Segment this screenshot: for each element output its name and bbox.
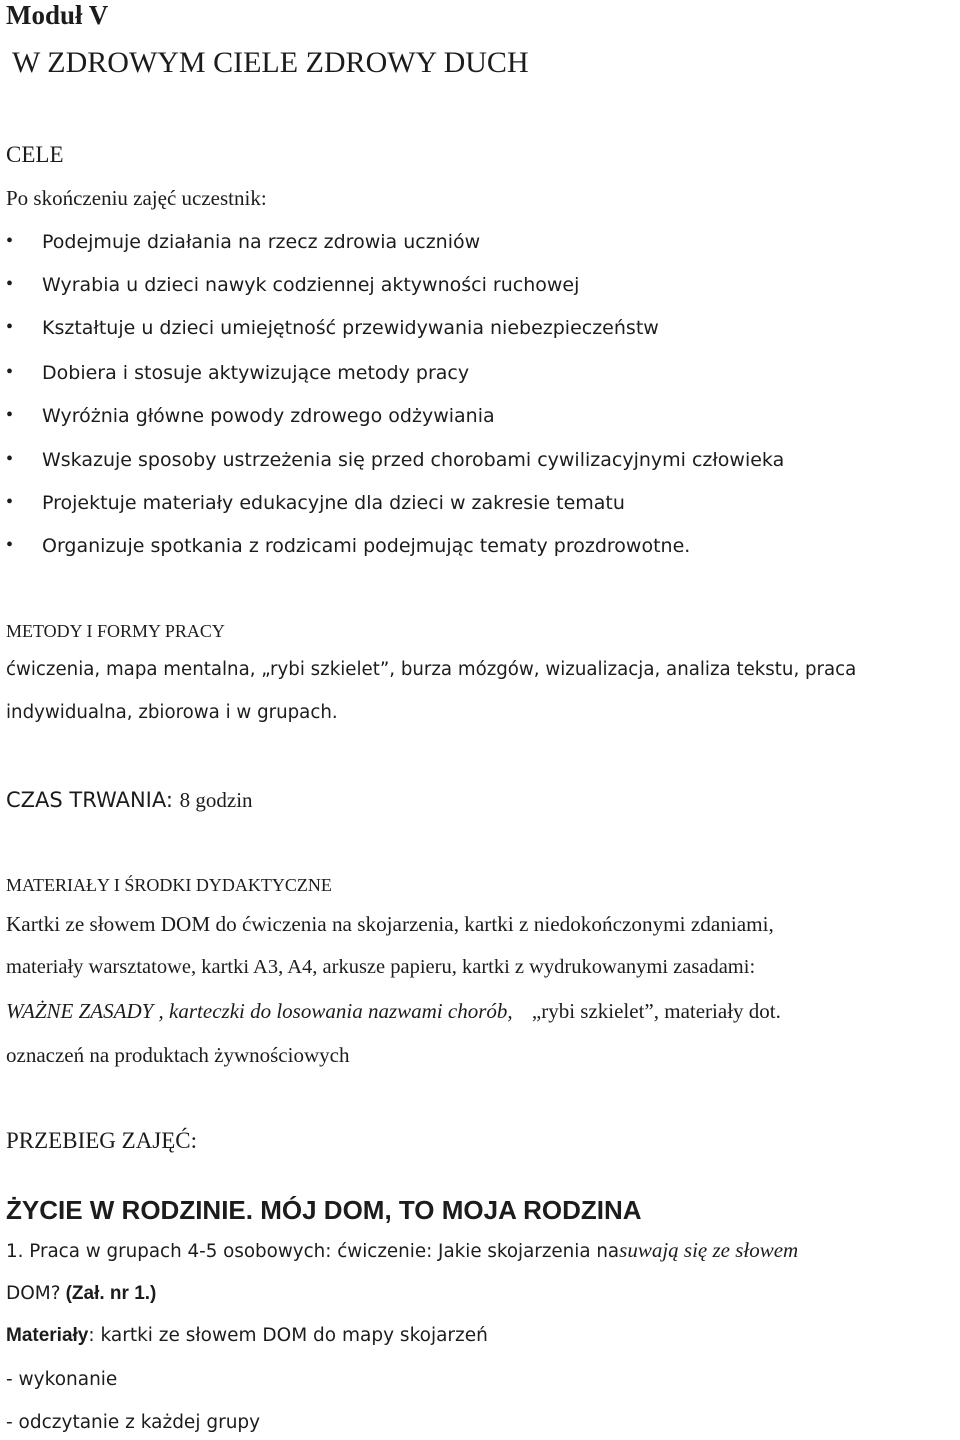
course-materials-text: : kartki ze słowem DOM do mapy skojarzeń (88, 1325, 488, 1346)
bullet-icon: • (6, 316, 14, 338)
bullet-icon: • (6, 361, 14, 383)
list-item (0, 230, 960, 260)
module-label: Moduł V (6, 0, 109, 30)
goal-text: Wyróżnia główne powody zdrowego odżywiania (42, 405, 495, 427)
goal-text: Podejmuje działania na rzecz zdrowia uczniów (42, 231, 481, 253)
step-1 (6, 1238, 798, 1263)
list-item (0, 404, 960, 434)
goals-heading: CELE (6, 142, 64, 167)
course-materials-label: Materiały (6, 1325, 89, 1346)
methods-text-line1: ćwiczenia, mapa mentalna, „rybi szkielet”, burza mózgów, wizualizacja, analiza tekstu, praca (6, 659, 857, 680)
task-item: - odczytanie z każdej grupy (6, 1412, 261, 1433)
duration-label: CZAS TRWANIA: (6, 788, 173, 812)
list-item (0, 448, 960, 478)
list-item (0, 491, 960, 521)
goal-text: Organizuje spotkania z rodzicami podejmując tematy prozdrowotne. (42, 535, 691, 557)
list-item (0, 361, 960, 391)
duration (6, 788, 253, 813)
bullet-icon: • (6, 534, 14, 556)
task-item: - wykonanie (6, 1369, 118, 1390)
list-item (0, 273, 960, 303)
step-1-line2 (6, 1282, 156, 1305)
course-subheading: ŻYCIE W RODZINIE. MÓJ DOM, TO MOJA RODZINA (6, 1195, 642, 1225)
goal-text: Projektuje materiały edukacyjne dla dzieci w zakresie tematu (42, 492, 625, 514)
goals-intro: Po skończeniu zajęć uczestnik: (6, 186, 267, 210)
bullet-icon: • (6, 273, 14, 295)
step-1-italic: suwają się ze słowem (619, 1238, 799, 1262)
bullet-icon: • (6, 230, 14, 252)
materials-line2: materiały warsztatowe, kartki A3, A4, arkusze papieru, kartki z wydrukowanymi zasadami: (6, 956, 756, 978)
list-item (0, 316, 960, 346)
bullet-icon: • (6, 491, 14, 513)
bullet-icon: • (6, 404, 14, 426)
goal-text: Dobiera i stosuje aktywizujące metody pracy (42, 362, 470, 384)
materials-line3-italic: WAŻNE ZASADY , karteczki do losowania nazwami chorób, (6, 999, 513, 1023)
step-1-dom: DOM? (6, 1283, 61, 1304)
step-1-prefix: 1. Praca w grupach 4-5 osobowych: ćwiczenie: Jakie skojarzenia na (6, 1241, 620, 1262)
materials-line3-rest: „rybi szkielet”, materiały dot. (531, 999, 781, 1023)
course-heading: PRZEBIEG ZAJĘĆ: (6, 1128, 198, 1153)
materials-line4: oznaczeń na produktach żywnościowych (6, 1043, 350, 1067)
materials-heading: MATERIAŁY I ŚRODKI DYDAKTYCZNE (6, 875, 332, 895)
methods-text-line2: indywidualna, zbiorowa i w grupach. (6, 702, 338, 723)
materials-line1: Kartki ze słowem DOM do ćwiczenia na skojarzenia, kartki z niedokończonymi zdaniami, (6, 912, 774, 936)
step-1-ref: (Zał. nr 1.) (65, 1283, 157, 1304)
materials-line3 (6, 999, 781, 1024)
duration-value: 8 godzin (179, 788, 253, 812)
course-materials (6, 1325, 488, 1347)
page-title: W ZDROWYM CIELE ZDROWY DUCH (12, 46, 529, 79)
methods-heading: METODY I FORMY PRACY (6, 621, 225, 641)
list-item (0, 534, 960, 564)
goal-text: Wskazuje sposoby ustrzeżenia się przed chorobami cywilizacyjnymi człowieka (42, 449, 785, 471)
bullet-icon: • (6, 448, 14, 470)
goal-text: Wyrabia u dzieci nawyk codziennej aktywności ruchowej (42, 274, 580, 296)
goal-text: Kształtuje u dzieci umiejętność przewidywania niebezpieczeństw (42, 317, 659, 339)
